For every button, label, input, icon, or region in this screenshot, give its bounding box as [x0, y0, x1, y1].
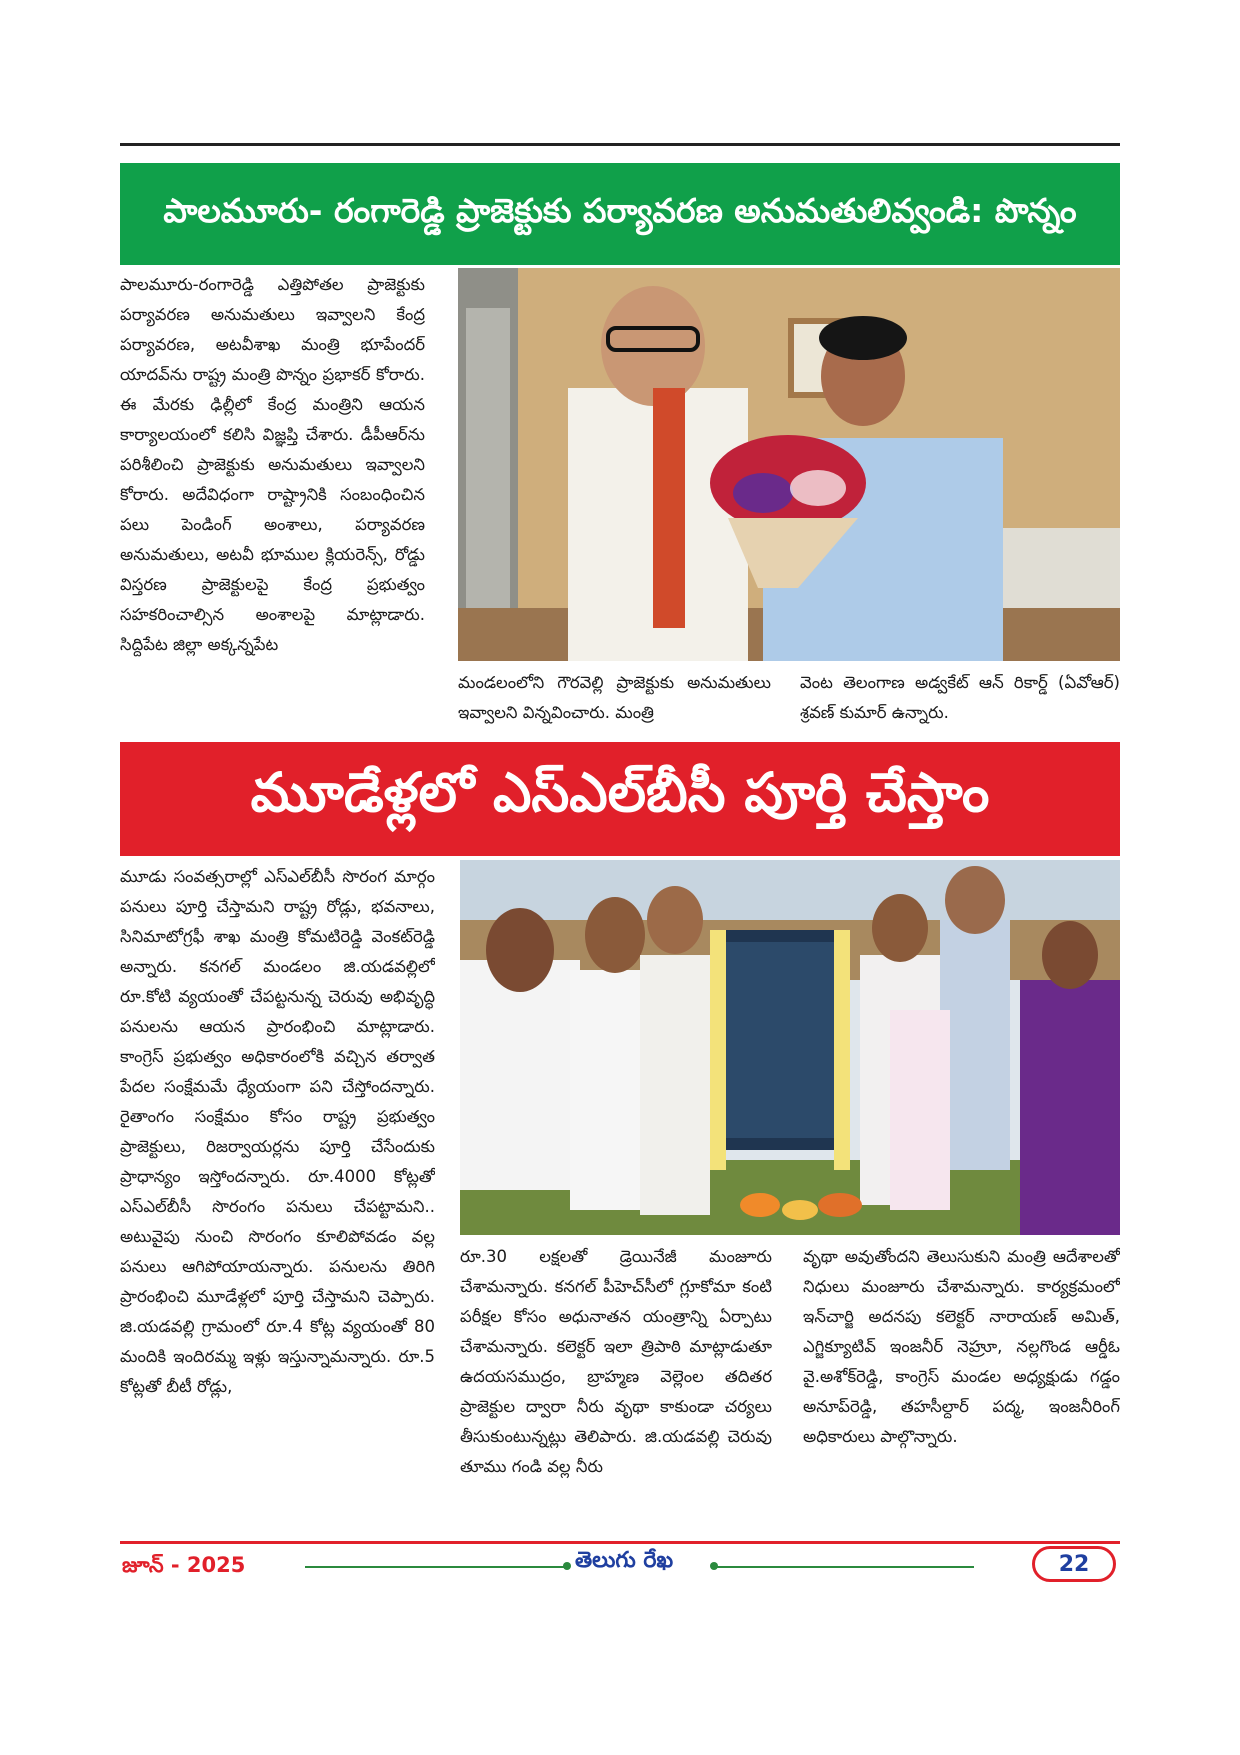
article1-col3-text: వెంట తెలంగాణ అడ్వకేట్ ఆన్ రికార్డ్ (ఏవోఆర్) శ్రవణ్ కుమార్ ఉన్నారు. [800, 673, 1120, 722]
issue-date: జూన్ - 2025 [122, 1553, 246, 1577]
article1-column-3 [800, 668, 1120, 736]
article1-headline: పాలమూరు- రంగారెడ్డి ప్రాజెక్టుకు పర్యావరణ అనుమతులివ్వండి: పొన్నం [120, 163, 1120, 265]
article2-photo [460, 860, 1120, 1235]
article2-column-3 [803, 1242, 1120, 1532]
article2-col1-text: మూడు సంవత్సరాల్లో ఎస్ఎల్‌బీసీ సొరంగ మార్గం పనులు పూర్తి చేస్తామని రాష్ట్ర రోడ్లు, భవనాలు, సినిమాటోగ్రఫీ శాఖ మంత్రి కోమటిరెడ్డి వెంకట్‌రెడ్డి అన్నారు. కనగల్ మండలం జి.యడవల్లిలో రూ.కోటి వ్యయంతో చేపట్టనున్న చెరువు అభివృద్ధి పనులను ఆయన ప్రారంభించి మాట్లాడారు. కాంగ్రెస్ ప్రభుత్వం అధికారంలోకి వచ్చిన తర్వాత పేదల సంక్షేమమే ధ్యేయంగా పని చేస్తోందన్నారు. రైతాంగం సంక్షేమం కోసం రాష్ట్ర ప్రభుత్వం ప్రాజెక్టులు, రిజర్వాయర్లను పూర్తి చేసేందుకు ప్రాధాన్యం ఇస్తోందన్నారు. రూ.4000 కోట్లతో ఎస్ఎల్‌బీసీ సొరంగం పనులు చేపట్టామని.. అటువైపు నుంచి సొరంగం కూలిపోవడం వల్ల పనులు ఆగిపోయాయన్నారు. పనులను తిరిగి ప్రారంభించి మూడేళ్లలో పూర్తి చేస్తామని చెప్పారు. జి.యడవల్లి గ్రామంలో రూ.4 కోట్ల వ్యయంతో 80 మందికి ఇందిరమ్మ ఇళ్లు ఇస్తున్నామన్నారు. రూ.5 కోట్లతో బీటీ రోడ్లు, [120, 867, 435, 1396]
footer-left-ornament-line [305, 1566, 567, 1568]
article1-column-1 [120, 270, 425, 740]
footer-right-ornament-line [714, 1566, 974, 1568]
article2-column-2 [460, 1242, 772, 1532]
inauguration-photo [460, 860, 1120, 1235]
page-number: 22 [1032, 1546, 1116, 1582]
article1-col2-text: మండలంలోని గౌరవెల్లి ప్రాజెక్టుకు అనుమతులు ఇవ్వాలని విన్నవించారు. మంత్రి [458, 673, 771, 722]
magazine-name: తెలుగు రేఖ [575, 1548, 674, 1573]
footer-divider [120, 1541, 1120, 1544]
article1-col1-text: పాలమూరు-రంగారెడ్డి ఎత్తిపోతల ప్రాజెక్టుకు పర్యావరణ అనుమతులు ఇవ్వాలని కేంద్ర పర్యావరణ, అటవీశాఖ మంత్రి భూపేందర్ యాదవ్‌ను రాష్ట్ర మంత్రి పొన్నం ప్రభాకర్ కోరారు. ఈ మేరకు ఢిల్లీలో కేంద్ర మంత్రిని ఆయన కార్యాలయంలో కలిసి విజ్ఞప్తి చేశారు. డీపీఆర్‌ను పరిశీలించి ప్రాజెక్టుకు అనుమతులు ఇవ్వాలని కోరారు. అదేవిధంగా రాష్ట్రానికి సంబంధించిన పలు పెండింగ్ అంశాలు, పర్యావరణ అనుమతులు, అటవీ భూముల క్లియరెన్స్, రోడ్డు విస్తరణ ప్రాజెక్టులపై కేంద్ర ప్రభుత్వం సహకరించాల్సిన అంశాలపై మాట్లాడారు. సిద్దిపేట జిల్లా అక్కన్నపేట [120, 275, 425, 654]
ministers-meeting-photo [458, 268, 1120, 661]
article1-column-2 [458, 668, 771, 736]
article2-col2-text: రూ.30 లక్షలతో డ్రెయినేజీ మంజూరు చేశామన్నారు. కనగల్ పీహెచ్‌సీలో గ్లూకోమా కంటి పరీక్షల కోసం అధునాతన యంత్రాన్ని ఏర్పాటు చేశామన్నారు. కలెక్టర్ ఇలా త్రిపాఠి మాట్లాడుతూ ఉదయసముద్రం, బ్రాహ్మణ వెల్లెంల తదితర ప్రాజెక్టుల ద్వారా నీరు వృథా కాకుండా చర్యలు తీసుకుంటున్నట్లు తెలిపారు. జి.యడవల్లి చెరువు తూము గండి వల్ల నీరు [460, 1247, 772, 1476]
article2-headline: మూడేళ్లలో ఎస్ఎల్‌బీసీ పూర్తి చేస్తాం [120, 742, 1120, 856]
footer-left-ornament-dot [563, 1562, 571, 1570]
top-divider [120, 143, 1120, 146]
article2-column-1 [120, 862, 435, 1532]
article2-col3-text: వృథా అవుతోందని తెలుసుకుని మంత్రి ఆదేశాలతో నిధులు మంజూరు చేశామన్నారు. కార్యక్రమంలో ఇన్‌చార్జి అదనపు కలెక్టర్ నారాయణ్ అమిత్, ఎగ్జిక్యూటివ్ ఇంజనీర్ నెహ్రూ, నల్లగొండ ఆర్డీఓ వై.అశోక్‌రెడ్డి, కాంగ్రెస్ మండల అధ్యక్షుడు గడ్డం అనూప్‌రెడ్డి, తహసీల్దార్ పద్మ, ఇంజనీరింగ్ అధికారులు పాల్గొన్నారు. [803, 1247, 1120, 1446]
article1-photo [458, 268, 1120, 661]
